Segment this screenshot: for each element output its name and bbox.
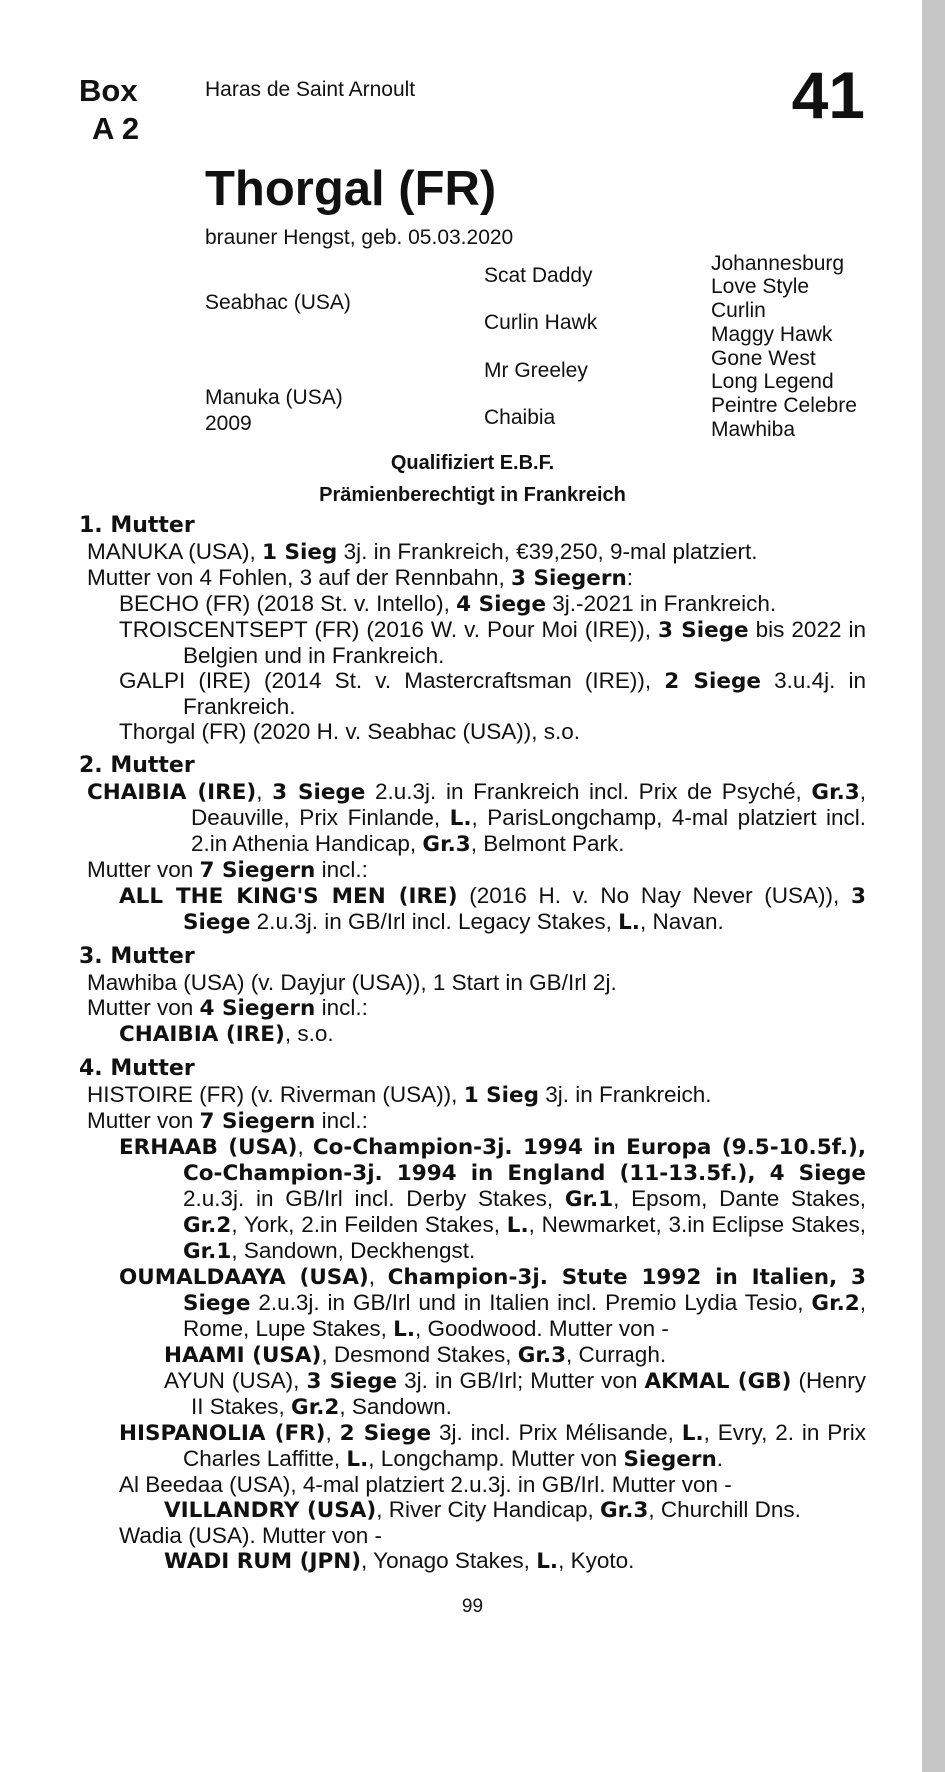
section-line: HISPANOLIA (FR), 2 Siege 3j. incl. Prix Mélisande, L., Evry, 2. in Prix Charles Laffitte, L., Longchamp. Mutter von Siegern.: [119, 1420, 866, 1472]
page-edge-bar: [922, 0, 945, 1772]
dam-line-content: [79, 513, 866, 1574]
pedigree-ancestor: Mawhiba: [711, 418, 796, 441]
section-line: OUMALDAAYA (USA), Champion-3j. Stute 1992 in Italien, 3 Siege 2.u.3j. in GB/Irl und in Italien incl. Premio Lydia Tesio, Gr.2, Rome, Lupe Stakes, L., Goodwood. Mutter von -: [119, 1264, 866, 1342]
qualification-line: Prämienberechtigt in Frankreich: [319, 484, 626, 506]
horse-name: Thorgal (FR): [205, 162, 497, 216]
pedigree-ancestor: Maggy Hawk: [711, 323, 833, 346]
pedigree-ancestor: Love Style: [711, 275, 810, 298]
pedigree-dam: Manuka (USA): [205, 386, 343, 409]
section-heading: 4. Mutter: [79, 1056, 195, 1081]
section-line: WADI RUM (JPN), Yonago Stakes, L., Kyoto.: [164, 1548, 635, 1574]
horse-description: brauner Hengst, geb. 05.03.2020: [205, 226, 514, 249]
section-line: BECHO (FR) (2018 St. v. Intello), 4 Siege 3j.-2021 in Frankreich.: [119, 591, 777, 617]
dam-section-1: [79, 513, 866, 744]
section-line: MANUKA (USA), 1 Sieg 3j. in Frankreich, €39,250, 9-mal platziert.: [87, 539, 758, 565]
breeder-name: Haras de Saint Arnoult: [205, 78, 416, 101]
section-line: HISTOIRE (FR) (v. Riverman (USA)), 1 Sieg 3j. in Frankreich.: [87, 1082, 712, 1108]
dam-section-3: [79, 944, 866, 1047]
lot-number: 41: [791, 58, 865, 132]
box-label: [79, 72, 139, 148]
pedigree-ancestor: Curlin: [711, 299, 766, 322]
pedigree-grandsire: Mr Greeley: [484, 359, 588, 382]
pedigree-dam-year: 2009: [205, 412, 252, 435]
section-line: Mutter von 7 Siegern incl.:: [87, 857, 368, 883]
box-label-line2: A 2: [92, 111, 140, 146]
pedigree-ancestor: Peintre Celebre: [711, 394, 857, 417]
dam-section-4: [79, 1056, 866, 1574]
pedigree-ancestor: Johannesburg: [711, 252, 845, 275]
section-heading: 2. Mutter: [79, 753, 195, 778]
section-line: AYUN (USA), 3 Siege 3j. in GB/Irl; Mutter von AKMAL (GB) (Henry II Stakes, Gr.2, Sandown.: [164, 1368, 866, 1420]
section-line: Wadia (USA). Mutter von -: [119, 1523, 382, 1548]
pedigree-grandsire: Scat Daddy: [484, 264, 593, 287]
section-line: Mutter von 7 Siegern incl.:: [87, 1108, 368, 1134]
section-line: TROISCENTSEPT (FR) (2016 W. v. Pour Moi (IRE)), 3 Siege bis 2022 in Belgien und in Frankreich.: [119, 617, 866, 668]
section-heading: 3. Mutter: [79, 944, 195, 969]
section-line: Mawhiba (USA) (v. Dayjur (USA)), 1 Start in GB/Irl 2j.: [87, 970, 617, 995]
qualification-line: Qualifiziert E.B.F.: [390, 452, 555, 474]
section-line: Mutter von 4 Fohlen, 3 auf der Rennbahn, 3 Siegern:: [87, 565, 634, 591]
section-line: Mutter von 4 Siegern incl.:: [87, 995, 368, 1021]
page-number: 99: [461, 1596, 484, 1617]
section-line: CHAIBIA (IRE), s.o.: [119, 1021, 334, 1047]
section-line: VILLANDRY (USA), River City Handicap, Gr.3, Churchill Dns.: [164, 1497, 801, 1523]
section-line: Al Beedaa (USA), 4-mal platziert 2.u.3j. in GB/Irl. Mutter von -: [119, 1472, 732, 1497]
box-label-line1: Box: [79, 73, 138, 108]
section-line: ERHAAB (USA), Co-Champion-3j. 1994 in Europa (9.5-10.5f.), Co-Champion-3j. 1994 in England (11-13.5f.), 4 Siege 2.u.3j. in GB/Irl incl. Derby Stakes, Gr.1, Epsom, Dante Stakes, Gr.2, York, 2.in Feilden Stakes, L., Newmarket, 3.in Eclipse Stakes, Gr.1, Sandown, Deckhengst.: [119, 1134, 867, 1264]
pedigree-sire: Seabhac (USA): [205, 291, 351, 314]
section-line: ALL THE KING'S MEN (IRE) (2016 H. v. No Nay Never (USA)), 3 Siege 2.u.3j. in GB/Irl incl. Legacy Stakes, L., Navan.: [119, 883, 866, 935]
section-line: CHAIBIA (IRE), 3 Siege 2.u.3j. in Frankreich incl. Prix de Psyché, Gr.3, Deauville, Prix Finlande, L., ParisLongchamp, 4-mal platziert incl. 2.in Athenia Handicap, Gr.3, Belmont Park.: [87, 779, 866, 857]
pedigree-ancestor: Gone West: [711, 347, 816, 370]
dam-section-2: [79, 753, 866, 935]
section-line: Thorgal (FR) (2020 H. v. Seabhac (USA)), s.o.: [119, 719, 580, 744]
pedigree-grandsire: Curlin Hawk: [484, 311, 598, 334]
pedigree-ancestor: Long Legend: [711, 370, 834, 393]
section-line: HAAMI (USA), Desmond Stakes, Gr.3, Curragh.: [164, 1342, 667, 1368]
section-line: GALPI (IRE) (2014 St. v. Mastercraftsman (IRE)), 2 Siege 3.u.4j. in Frankreich.: [119, 668, 867, 719]
section-heading: 1. Mutter: [79, 513, 195, 538]
pedigree-grandsire: Chaibia: [484, 406, 556, 429]
